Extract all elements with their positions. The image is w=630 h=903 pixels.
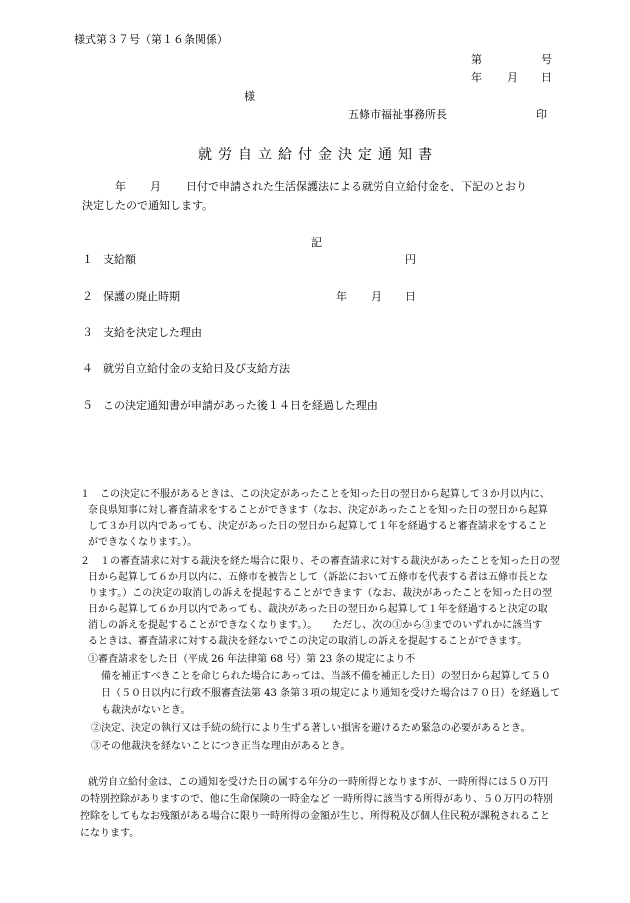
date-year: 年 <box>471 71 482 84</box>
seal-mark: 印 <box>536 108 547 121</box>
ki-mark: 記 <box>311 236 322 249</box>
tax-line: の特別控除がありますので、他に生命保険の一時金など 一時所得に該当する所得があり、５０万円の特別 <box>80 794 553 805</box>
intro-line1: 日付で申請された生活保護法による就労自立給付金を、下記のとおり <box>186 180 527 193</box>
item-2-number: ２ <box>82 290 93 303</box>
sub-item-2: ②決定、決定の執行又は手続の続行により生ずる著しい損害を避けるため緊急の必要があるとき。 <box>91 723 531 734</box>
sub-item-1-line: 備を補正すべきことを命じられた場合にあっては、当該不備を補正した日）の翌日から起算して５０ <box>101 671 551 682</box>
item-2-year: 年 <box>336 290 347 303</box>
intro-month: 月 <box>150 180 161 193</box>
sub-item-1-line: 日（５０日以内に行政不服審査法第 43 条第３項の規定により通知を受けた場合は７０日）を経過して <box>101 688 561 699</box>
item-1-label: 支給額 <box>103 253 136 266</box>
item-2-label: 保護の廃止時期 <box>103 290 180 303</box>
note-1-line: 奈良県知事に対し審査請求をすることができます（なお、決定があったことを知った日の翌日から起算 <box>88 505 548 516</box>
note-2-line: 日から起算して６か月以内に、五條市を被告として（訴訟において五條市を代表する者は五條市長とな <box>88 572 548 583</box>
item-4-label: 就労自立給付金の支給日及び支給方法 <box>103 362 290 375</box>
number-label: 第 <box>471 53 482 66</box>
tax-line: になります。 <box>80 828 140 839</box>
item-5-number: ５ <box>82 399 93 412</box>
note-2-line: るときは、審査請求に対する裁決を経ないでこの決定の取消しの訴えを提起することができます。 <box>88 636 528 647</box>
sub-item-1-line: も裁決がないとき。 <box>101 705 191 716</box>
note-2-line: 日から起算して６か月以内であっても、裁決があった日の翌日から起算して１年を経過すると決定の取 <box>88 604 548 615</box>
tax-line: 就労自立給付金は、この通知を受けた日の属する年分の一時所得となりますが、一時所得には５０万円 <box>88 777 548 788</box>
issuer-name: 五條市福祉事務所長 <box>348 108 447 121</box>
document-title: 就労自立給付金決定通知書 <box>198 147 438 163</box>
note-2-line: ります。）この決定の取消しの訴えを提起することができます（なお、裁決があったことを知った日の翌 <box>88 588 553 599</box>
date-month: 月 <box>507 71 518 84</box>
note-2-line: ２ １の審査請求に対する裁決を経た場合に限り、その審査請求に対する裁決があったことを知った日の翌 <box>80 556 560 567</box>
tax-line: 控除をしてもなお残額がある場合に限り一時所得の金額が生じ、所得税及び個人住民税が課税されること <box>80 811 550 822</box>
item-1-number: １ <box>82 253 93 266</box>
addressee-suffix: 様 <box>244 90 255 103</box>
number-suffix: 号 <box>541 53 552 66</box>
intro-line2: 決定したので通知します。 <box>82 199 214 212</box>
item-3-label: 支給を決定した理由 <box>103 326 202 339</box>
form-id: 様式第３７号（第１６条関係） <box>74 33 228 46</box>
item-5-label: この決定通知書が申請があった後１４日を経過した理由 <box>103 399 378 412</box>
note-2-line: 消しの訴えを提起することができなくなります。）。 ただし、次の①から③までのいずれかに該当す <box>88 620 543 631</box>
item-2-day: 日 <box>405 290 416 303</box>
item-2-month: 月 <box>371 290 382 303</box>
item-1-yen: 円 <box>405 253 416 266</box>
note-1-line: １ この決定に不服があるときは、この決定があったことを知った日の翌日から起算して３か月以内に、 <box>80 489 550 500</box>
intro-year: 年 <box>115 180 126 193</box>
sub-item-3: ③その他裁決を経ないことにつき正当な理由があるとき。 <box>91 741 351 752</box>
item-3-number: ３ <box>82 326 93 339</box>
item-4-number: ４ <box>82 362 93 375</box>
sub-item-1-line: ①審査請求をした日（平成 26 年法律第 68 号）第 23 条の規定により不 <box>88 654 416 665</box>
date-day: 日 <box>541 71 552 84</box>
note-1-line: ができなくなります。）。 <box>88 537 198 548</box>
note-1-line: して３か月以内であっても、決定があった日の翌日から起算して１年を経過すると審査請求をすること <box>88 521 548 532</box>
